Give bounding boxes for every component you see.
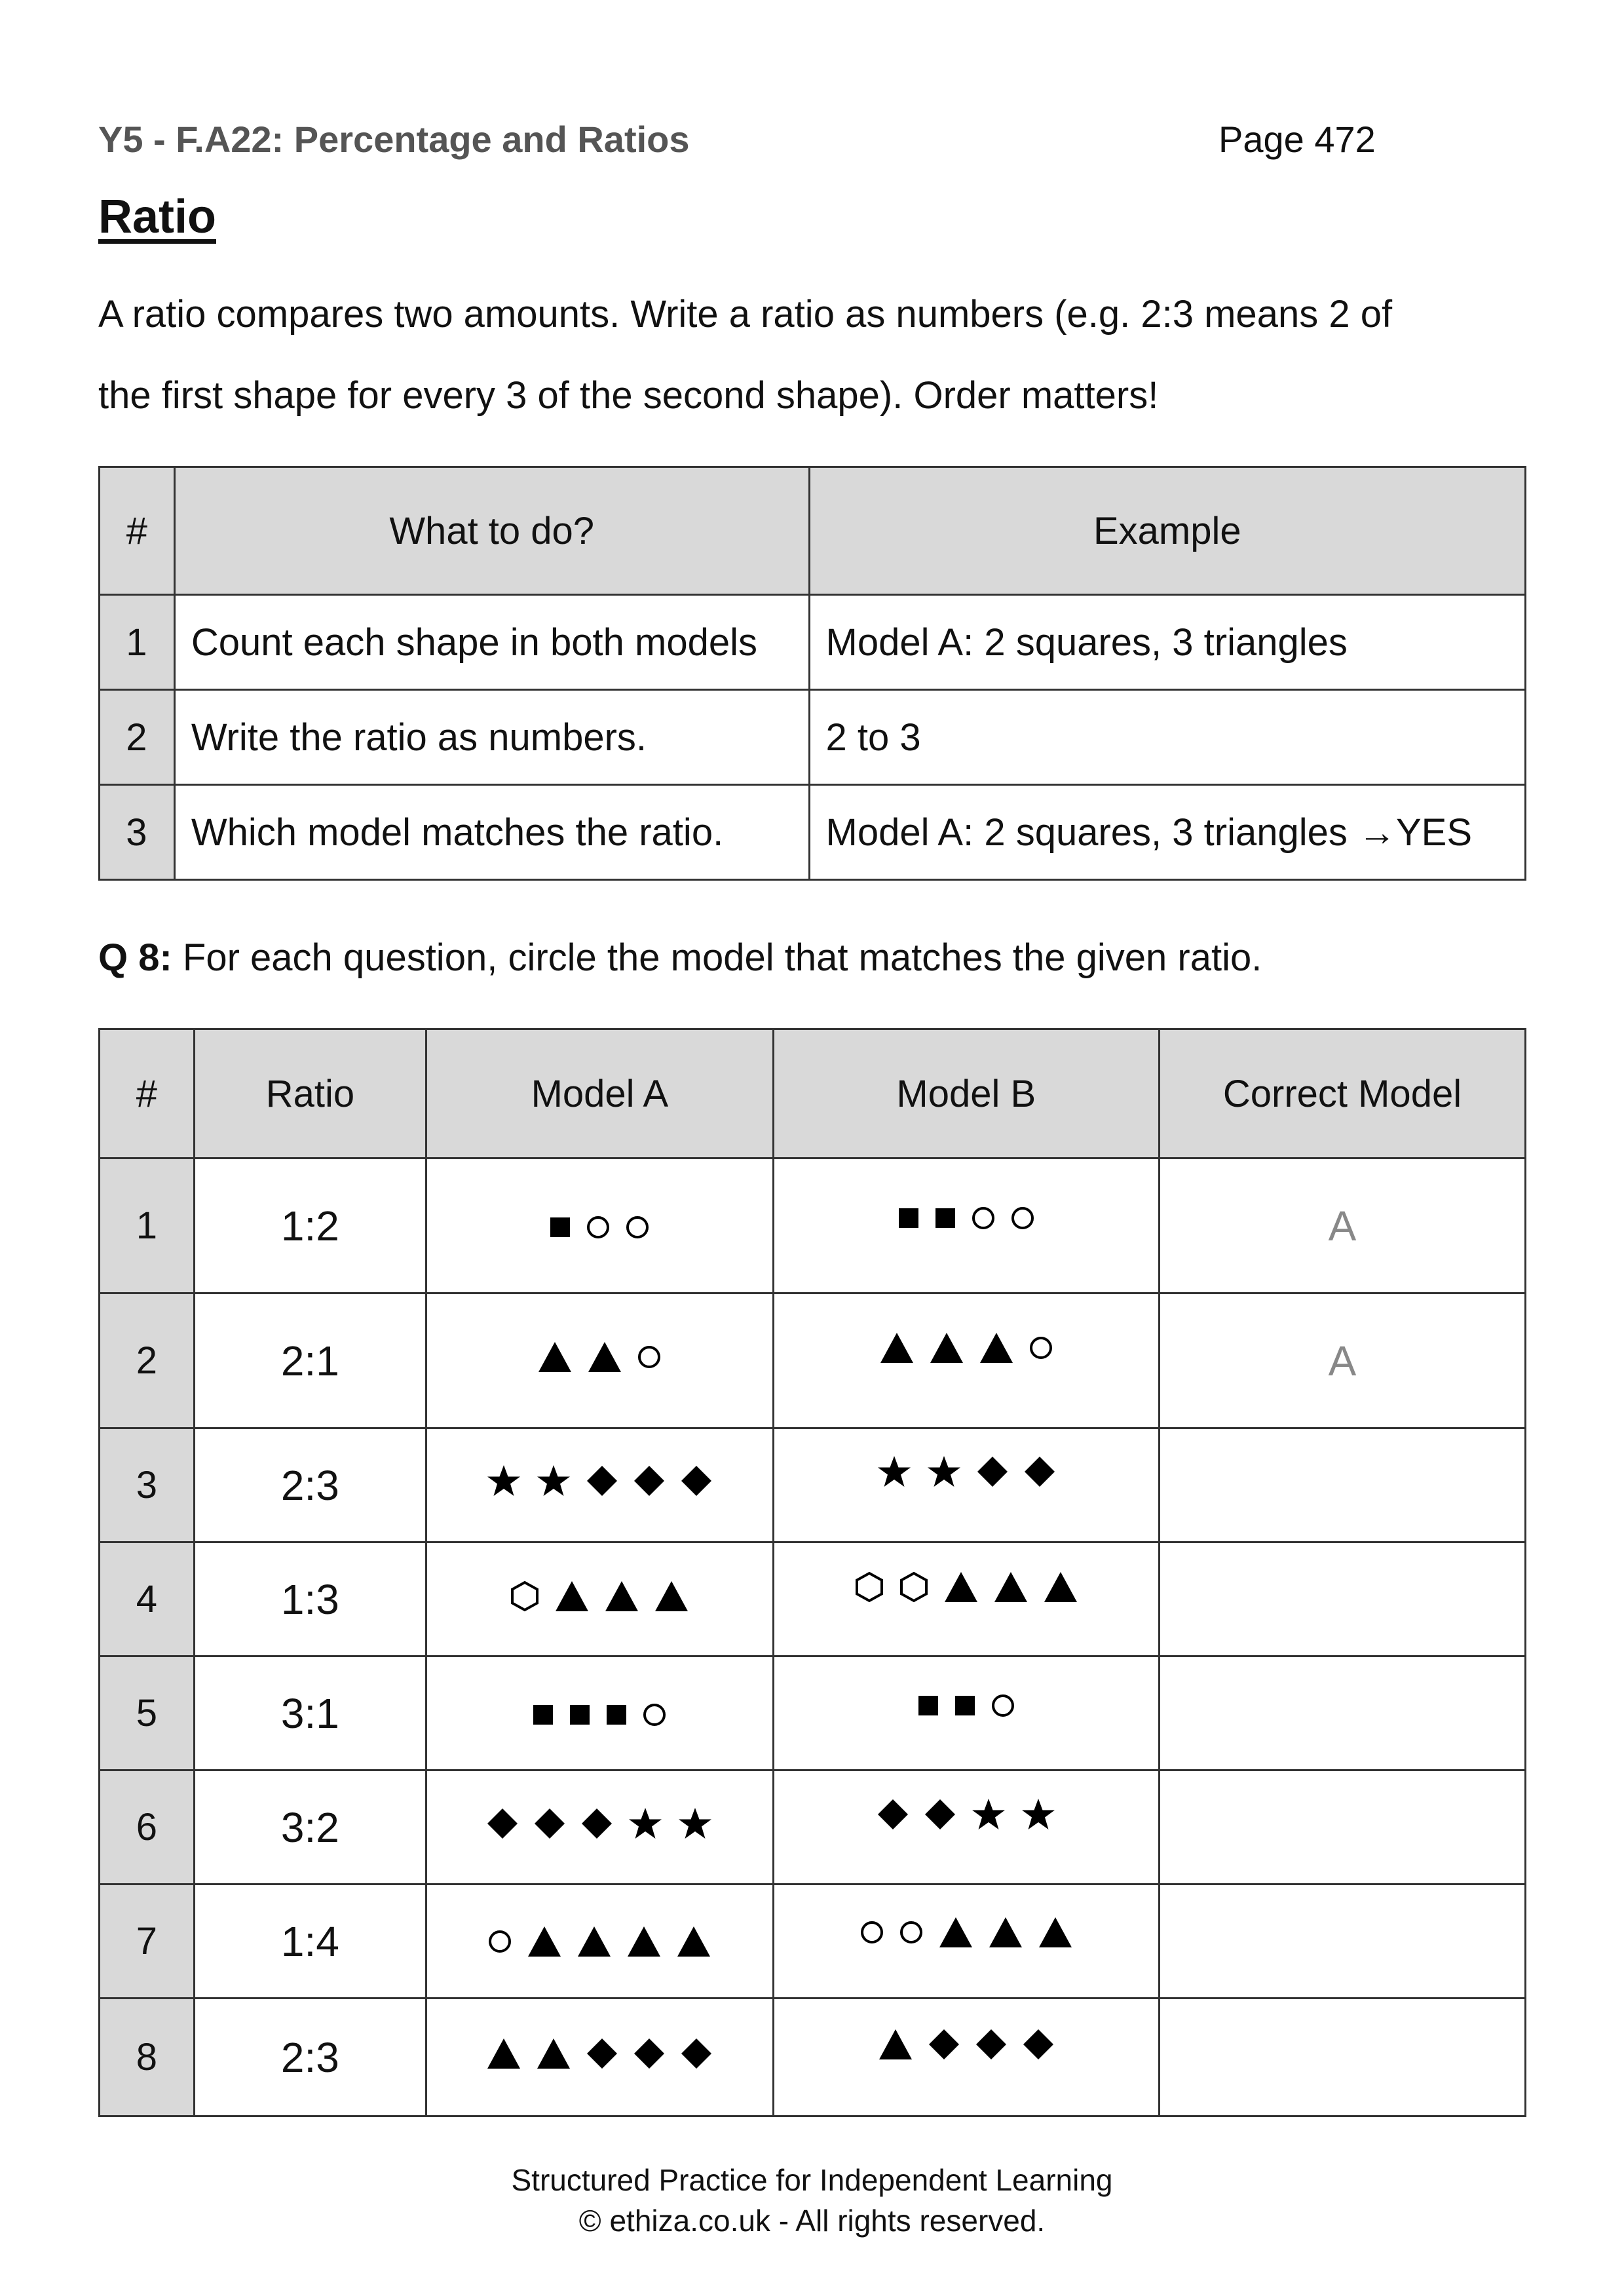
triangle-icon xyxy=(929,1331,964,1364)
question-text: For each question, circle the model that matches the given ratio. xyxy=(172,936,1262,979)
step-number: 3 xyxy=(100,785,175,880)
square-icon xyxy=(605,1704,628,1726)
square-icon xyxy=(897,1207,920,1229)
ratio-value: 1:4 xyxy=(194,1885,426,1999)
shape-group xyxy=(879,1331,1053,1364)
model-a-cell[interactable] xyxy=(426,1770,774,1885)
shape-group xyxy=(537,1341,662,1373)
circle-icon xyxy=(859,1920,884,1945)
triangle-icon xyxy=(554,1580,590,1613)
triangle-icon xyxy=(879,1331,915,1364)
shape-group xyxy=(532,1702,667,1727)
diamond-icon xyxy=(877,1798,909,1831)
hexagon-icon xyxy=(899,1571,929,1603)
step-number: 2 xyxy=(100,690,175,785)
practice-row xyxy=(100,1542,1526,1656)
shape-group xyxy=(854,1571,1078,1603)
question-number: 5 xyxy=(100,1656,195,1770)
circle-icon xyxy=(625,1215,650,1240)
page-number: Page 472 xyxy=(1218,119,1376,160)
practice-header-model-a: Model A xyxy=(426,1029,774,1158)
triangle-icon xyxy=(537,1341,573,1373)
star-icon xyxy=(536,1464,571,1498)
steps-header-example: Example xyxy=(809,467,1525,595)
subject-title: Y5 - F.A22: Percentage and Ratios xyxy=(98,119,690,160)
ratio-value: 1:2 xyxy=(194,1158,426,1293)
model-a-cell[interactable] xyxy=(426,1656,774,1770)
shape-group xyxy=(486,1464,713,1498)
triangle-icon xyxy=(993,1571,1029,1603)
circle-icon xyxy=(899,1920,924,1945)
triangle-icon xyxy=(527,1925,562,1958)
question-number: 4 xyxy=(100,1542,195,1656)
triangle-icon xyxy=(979,1331,1014,1364)
practice-row xyxy=(100,1293,1526,1428)
triangle-icon xyxy=(486,2037,521,2070)
correct-model-answer[interactable] xyxy=(1159,1770,1525,1885)
steps-header-row xyxy=(100,467,1526,595)
question-number: 3 xyxy=(100,1428,195,1542)
circle-icon xyxy=(487,1929,512,1954)
correct-model-answer[interactable] xyxy=(1159,1656,1525,1770)
circle-icon xyxy=(1010,1206,1035,1231)
step-example: Model A: 2 squares, 3 triangles xyxy=(809,595,1525,690)
star-icon xyxy=(628,1807,663,1841)
model-b-cell[interactable] xyxy=(773,1542,1159,1656)
diamond-icon xyxy=(633,1464,666,1497)
diamond-icon xyxy=(633,2037,666,2070)
practice-header-num: # xyxy=(100,1029,195,1158)
correct-model-answer[interactable] xyxy=(1159,1542,1525,1656)
question-number: 7 xyxy=(100,1885,195,1999)
page-header xyxy=(98,118,1382,170)
diamond-icon xyxy=(1023,1455,1056,1488)
practice-row xyxy=(100,1158,1526,1293)
steps-row xyxy=(100,595,1526,690)
practice-header-ratio: Ratio xyxy=(194,1029,426,1158)
practice-table xyxy=(98,1028,1526,2117)
triangle-icon xyxy=(943,1571,979,1603)
ratio-value: 2:1 xyxy=(194,1293,426,1428)
practice-row xyxy=(100,1885,1526,1999)
question-number: 8 xyxy=(100,1999,195,2116)
star-icon xyxy=(677,1807,713,1841)
steps-row xyxy=(100,690,1526,785)
shape-group xyxy=(487,1925,711,1958)
circle-icon xyxy=(637,1345,662,1369)
shape-group xyxy=(877,1455,1056,1489)
question-prompt xyxy=(98,936,1262,980)
triangle-icon xyxy=(604,1580,639,1613)
diamond-icon xyxy=(975,2028,1008,2061)
step-what: Which model matches the ratio. xyxy=(174,785,809,880)
triangle-icon xyxy=(587,1341,622,1373)
model-a-cell[interactable] xyxy=(426,1999,774,2116)
square-icon xyxy=(569,1704,591,1726)
correct-model-answer[interactable]: A xyxy=(1159,1158,1525,1293)
shape-group xyxy=(917,1693,1015,1718)
model-a-cell[interactable] xyxy=(426,1542,774,1656)
model-b-cell[interactable] xyxy=(773,1158,1159,1293)
model-b-cell[interactable] xyxy=(773,1999,1159,2116)
shape-group xyxy=(486,2037,713,2070)
footer-line-1: Structured Practice for Independent Learning xyxy=(511,2163,1113,2197)
shape-group xyxy=(486,1807,713,1841)
question-number: 1 xyxy=(100,1158,195,1293)
model-a-cell[interactable] xyxy=(426,1158,774,1293)
section-title: Ratio xyxy=(98,191,216,243)
diamond-icon xyxy=(928,2028,960,2061)
intro-line-1: A ratio compares two amounts. Write a ratio as numbers (e.g. 2:3 means 2 of xyxy=(98,293,1393,335)
diamond-icon xyxy=(976,1455,1009,1488)
circle-icon xyxy=(1029,1335,1053,1360)
diamond-icon xyxy=(586,1464,618,1497)
practice-row xyxy=(100,1656,1526,1770)
triangle-icon xyxy=(536,2037,571,2070)
ratio-value: 2:3 xyxy=(194,1428,426,1542)
triangle-icon xyxy=(938,1916,973,1949)
square-icon xyxy=(934,1207,956,1229)
steps-header-what: What to do? xyxy=(174,467,809,595)
triangle-icon xyxy=(1043,1571,1078,1603)
ratio-value: 3:1 xyxy=(194,1656,426,1770)
ratio-value: 3:2 xyxy=(194,1770,426,1885)
circle-icon xyxy=(971,1206,996,1231)
circle-icon xyxy=(642,1702,667,1727)
model-b-cell[interactable] xyxy=(773,1293,1159,1428)
page-footer xyxy=(0,2160,1624,2241)
model-a-cell[interactable] xyxy=(426,1428,774,1542)
ratio-value: 2:3 xyxy=(194,1999,426,2116)
star-icon xyxy=(877,1455,912,1489)
correct-model-answer[interactable]: A xyxy=(1159,1293,1525,1428)
square-icon xyxy=(954,1694,976,1717)
triangle-icon xyxy=(676,1925,711,1958)
model-b-cell[interactable] xyxy=(773,1770,1159,1885)
diamond-icon xyxy=(533,1807,566,1840)
triangle-icon xyxy=(626,1925,662,1958)
circle-icon xyxy=(991,1693,1015,1718)
model-b-cell[interactable] xyxy=(773,1428,1159,1542)
practice-header-row xyxy=(100,1029,1526,1158)
shape-group xyxy=(549,1215,650,1240)
diamond-icon xyxy=(486,1807,519,1840)
step-what: Write the ratio as numbers. xyxy=(174,690,809,785)
hexagon-icon xyxy=(510,1580,540,1612)
model-b-cell[interactable] xyxy=(773,1656,1159,1770)
triangle-icon xyxy=(576,1925,612,1958)
triangle-icon xyxy=(1038,1916,1073,1949)
intro-line-2: the first shape for every 3 of the second shape). Order matters! xyxy=(98,374,1159,417)
model-a-cell[interactable] xyxy=(426,1885,774,1999)
square-icon xyxy=(549,1216,571,1238)
step-what: Count each shape in both models xyxy=(174,595,809,690)
steps-table xyxy=(98,466,1526,881)
star-icon xyxy=(486,1464,521,1498)
model-a-cell[interactable] xyxy=(426,1293,774,1428)
circle-icon xyxy=(586,1215,611,1240)
shape-group xyxy=(897,1206,1035,1231)
practice-row xyxy=(100,1770,1526,1885)
shape-group xyxy=(510,1580,689,1613)
practice-row xyxy=(100,1428,1526,1542)
question-number: 2 xyxy=(100,1293,195,1428)
steps-header-num: # xyxy=(100,467,175,595)
footer-line-2: © ethiza.co.uk - All rights reserved. xyxy=(578,2204,1046,2238)
diamond-icon xyxy=(924,1798,956,1831)
steps-row xyxy=(100,785,1526,880)
model-b-cell[interactable] xyxy=(773,1885,1159,1999)
step-example: Model A: 2 squares, 3 triangles →YES xyxy=(809,785,1525,880)
square-icon xyxy=(532,1704,554,1726)
diamond-icon xyxy=(580,1807,613,1840)
correct-model-answer[interactable] xyxy=(1159,1999,1525,2116)
diamond-icon xyxy=(680,1464,713,1497)
correct-model-answer[interactable] xyxy=(1159,1428,1525,1542)
shape-group xyxy=(878,2028,1055,2061)
practice-row xyxy=(100,1999,1526,2116)
ratio-value: 1:3 xyxy=(194,1542,426,1656)
shape-group xyxy=(859,1916,1073,1949)
diamond-icon xyxy=(680,2037,713,2070)
triangle-icon xyxy=(988,1916,1023,1949)
star-icon xyxy=(1021,1797,1056,1831)
star-icon xyxy=(926,1455,962,1489)
intro-text xyxy=(98,274,1526,436)
diamond-icon xyxy=(586,2037,618,2070)
star-icon xyxy=(971,1797,1006,1831)
triangle-icon xyxy=(878,2028,913,2061)
question-number: 6 xyxy=(100,1770,195,1885)
practice-header-model-b: Model B xyxy=(773,1029,1159,1158)
practice-header-correct: Correct Model xyxy=(1159,1029,1525,1158)
triangle-icon xyxy=(654,1580,689,1613)
shape-group xyxy=(877,1797,1056,1831)
hexagon-icon xyxy=(854,1571,884,1603)
step-number: 1 xyxy=(100,595,175,690)
question-label: Q 8: xyxy=(98,936,172,979)
diamond-icon xyxy=(1022,2028,1055,2061)
step-example: 2 to 3 xyxy=(809,690,1525,785)
square-icon xyxy=(917,1694,939,1717)
correct-model-answer[interactable] xyxy=(1159,1885,1525,1999)
